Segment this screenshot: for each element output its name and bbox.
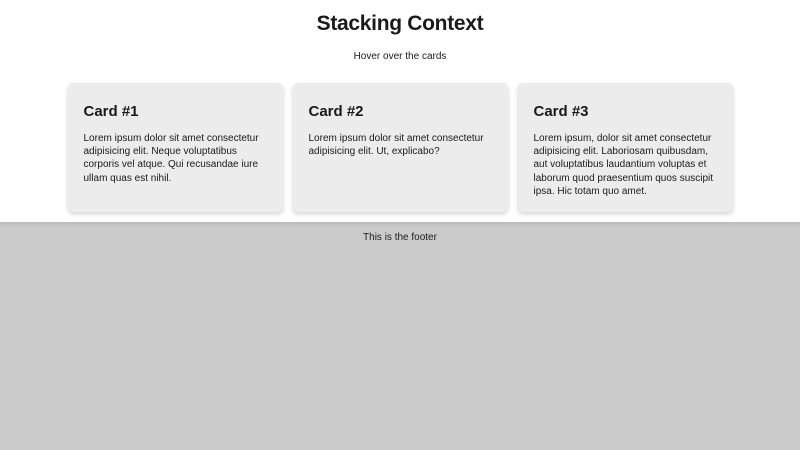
cards-row (68, 83, 733, 212)
page-title: Stacking Context (316, 12, 484, 35)
card-body: Lorem ipsum, dolor sit amet consectetur adipisicing elit. Laboriosam quibusdam, aut voluptatibus laudantium voluptas et laborum quod praesentium quos suscipit ipsa. Hic totam quo amet. (533, 133, 714, 197)
footer-text: This is the footer (363, 231, 437, 243)
card-1[interactable] (68, 83, 283, 212)
page-header (0, 0, 800, 62)
card-title: Card #1 (83, 103, 139, 120)
page-footer (0, 222, 800, 450)
card-body: Lorem ipsum dolor sit amet consectetur adipisicing elit. Neque voluptatibus corporis vel atque. Qui recusandae iure ullam quas est nihil. (83, 133, 259, 184)
page-subtitle: Hover over the cards (353, 51, 447, 62)
card-title: Card #2 (308, 103, 364, 120)
card-body: Lorem ipsum dolor sit amet consectetur adipisicing elit. Ut, explicabo? (308, 133, 484, 158)
card-3[interactable] (518, 83, 733, 212)
card-2[interactable] (293, 83, 508, 212)
card-title: Card #3 (533, 103, 589, 120)
